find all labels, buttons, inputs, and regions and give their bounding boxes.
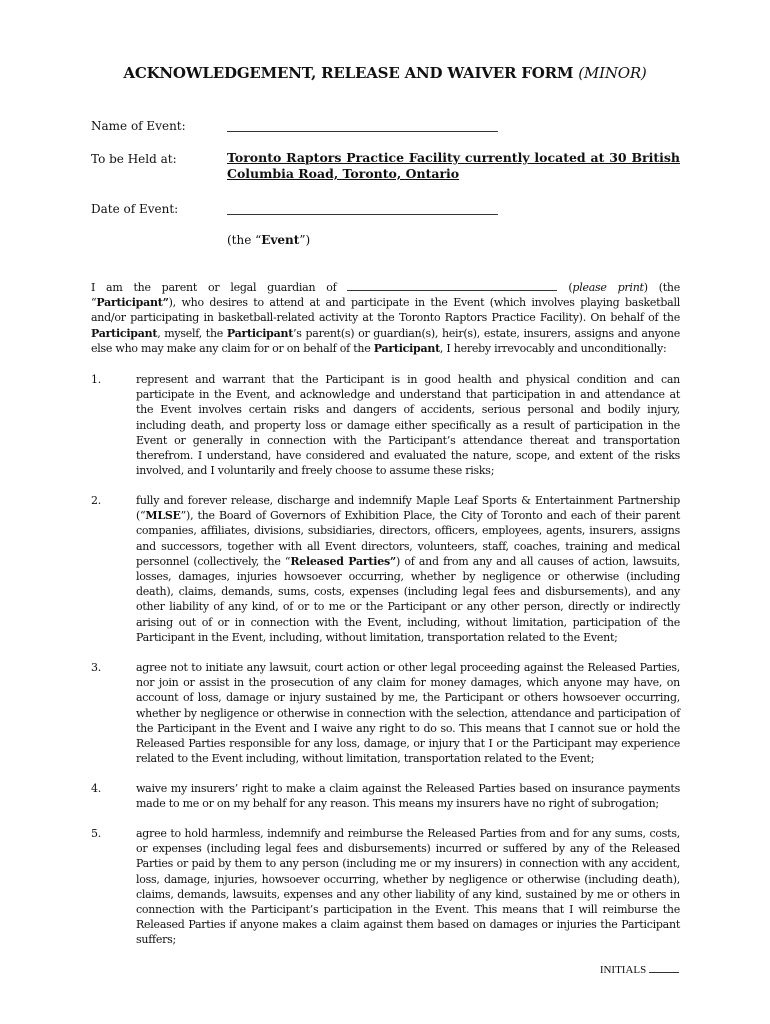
venue-value: Toronto Raptors Practice Facility currently located at 30 British Columbia Road, Toronto, Ontario — [227, 150, 680, 181]
clause-number: 2. — [91, 494, 101, 507]
date-of-event-blank[interactable] — [227, 202, 498, 215]
clause-1 — [91, 372, 680, 478]
name-of-event-label: Name of Event: — [91, 119, 186, 133]
intro-paragraph: I am the parent or legal guardian of (please print) (the “Participant”), who desires to attend at and participate in the Event (which involves playing basketball and/or participating in basketball-related activity at the Toronto Raptors Practice Facility). On behalf of the Participant, myself, the Participant’s parent(s) or guardian(s), heir(s), estate, insurers, assigns and anyone else who may make any claim for or on behalf of the Participant, I hereby irrevocably and unconditionally: — [91, 281, 681, 355]
clause-number: 1. — [91, 373, 101, 386]
clause-5 — [91, 826, 680, 948]
initials-label: INITIALS — [599, 964, 647, 976]
held-at-label: To be Held at: — [91, 152, 177, 166]
please-print-note: please print — [572, 281, 644, 294]
title-main: ACKNOWLEDGEMENT, RELEASE AND WAIVER FORM — [123, 64, 574, 82]
title-minor: (MINOR) — [578, 64, 647, 82]
participant-name-blank[interactable] — [347, 280, 557, 291]
clause-text: waive my insurers’ right to make a claim against the Released Parties based on insurance payments made to me or on my behalf for any reason. This means my insurers have no right of subrogation; — [136, 782, 680, 811]
clause-number: 5. — [91, 827, 101, 840]
date-of-event-label: Date of Event: — [91, 202, 179, 216]
clause-4 — [91, 781, 680, 811]
name-of-event-blank[interactable] — [227, 119, 498, 132]
clause-text: agree not to initiate any lawsuit, court action or other legal proceeding against the Released Parties, nor join or assist in the prosecution of any claim for money damages, which anyone may have, on account of loss, damage or injury sustained by me, the Participant or others howsoever occurring, whether by negligence or otherwise in connection with the selection, attendance and participation of the Participant in the Event and I waive any right to do so. This means that I cannot sue or hold the Released Parties responsible for any loss, damage, or injury that I or the Participant may experience related to the Event including, without limitation, transportation related to the Event; — [136, 661, 680, 766]
intro-part1: I am the parent or legal guardian of — [91, 281, 337, 294]
initials-field — [600, 963, 679, 976]
clause-text: fully and forever release, discharge and indemnify Maple Leaf Sports & Entertainment Partnership (“MLSE”), the Board of Governors of Exhibition Place, the City of Toronto and each of their parent companies, affiliates, divisions, subsidiaries, directors, officers, employees, agents, insurers, assigns and successors, together with all Event directors, volunteers, staff, coaches, training and medical personnel (collectively, the “Released Parties”) of and from any and all causes of action, lawsuits, losses, damages, injuries howsoever occurring, whether by negligence or otherwise (including death), claims, demands, sums, costs, expenses (including legal fees and disbursements), and any other liability of any kind, of or to me or the Participant or any other person, directly or indirectly arising out of or in connection with the Event, including, without limitation, participation of the Participant in the Event, including, without limitation, transportation related to the Event; — [136, 494, 680, 644]
initials-blank[interactable] — [649, 963, 679, 973]
clause-text: represent and warrant that the Participant is in good health and physical condition and can participate in the Event, and acknowledge and understand that participation in and attendance at the Event involves certain risks and dangers of accidents, serious personal and bodily injury, including death, and property loss or damage either specifically as a result of participation in the Event or generally in connection with the Participant’s attendance thereat and transportation therefrom. I understand, have considered and evaluated the nature, scope, and extent of the risks involved, and I voluntarily and freely choose to assume these risks; — [136, 373, 680, 478]
event-definition: (the “Event”) — [227, 233, 311, 247]
form-title — [0, 64, 770, 82]
clause-2 — [91, 493, 680, 645]
clause-3 — [91, 660, 680, 766]
clause-text: agree to hold harmless, indemnify and reimburse the Released Parties from and for any sums, costs, or expenses (including legal fees and disbursements) incurred or suffered by any of the Released Parties or paid by them to any person (including me or my insurers) in connection with any accident, loss, damage, injuries, howsoever occurring, whether by negligence or otherwise (including death), claims, demands, lawsuits, expenses and any other liability of any kind, sustained by me or others in connection with the Participant’s participation in the Event. This means that I will reimburse the Released Parties if anyone makes a claim against them based on damages or injuries the Participant suffers; — [136, 827, 680, 947]
clause-number: 3. — [91, 661, 101, 674]
clause-number: 4. — [91, 782, 101, 795]
intro-part2: (the “Participant”), who desires to attend at and participate in the Event (which involves playing basketball and/or participating in basketball-related activity at the Toronto Raptors Practice Facility). On behalf of the Participant, myself, the Participant’s parent(s) or guardian(s), heir(s), estate, insurers, assigns and anyone else who may make any claim for or on behalf of the Participant, I hereby irrevocably and unconditionally: — [91, 281, 681, 355]
